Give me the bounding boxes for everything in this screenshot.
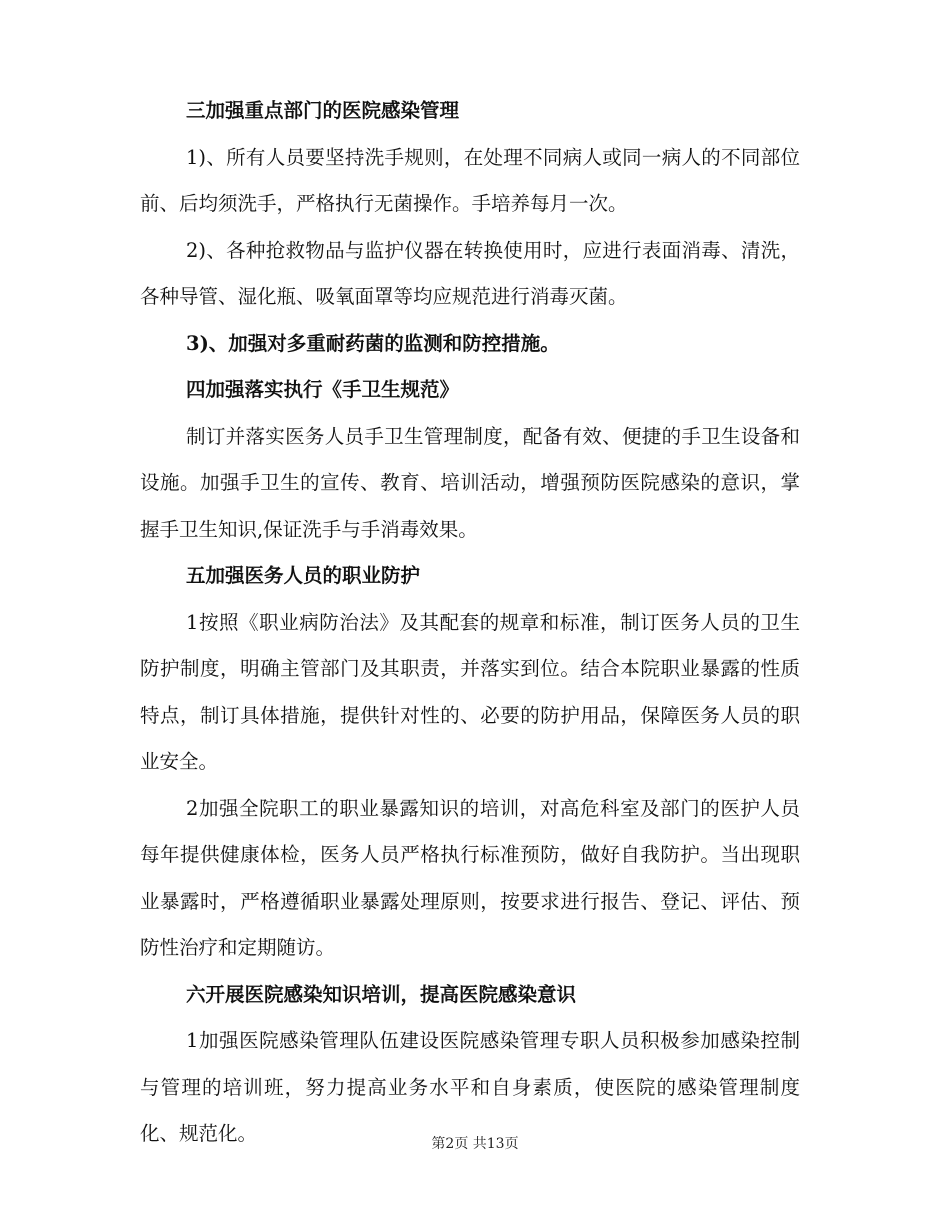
paragraph: 1)、所有人员要坚持洗手规则，在处理不同病人或同一病人的不同部位前、后均须洗手，严格执行无菌操作。手培养每月一次。 [140, 145, 800, 215]
document-body [140, 88, 800, 1158]
paragraph: 1加强医院感染管理队伍建设医院感染管理专职人员积极参加感染控制与管理的培训班，努力提高业务水平和自身素质，使医院的感染管理制度化、规范化。 [140, 1029, 800, 1145]
section-heading-4: 四加强落实执行《手卫生规范》 [186, 378, 460, 401]
paragraph: 制订并落实医务人员手卫生管理制度，配备有效、便捷的手卫生设备和设施。加强手卫生的宣传、教育、培训活动，增强预防医院感染的意识，掌握手卫生知识,保证洗手与手消毒效果。 [140, 424, 800, 541]
page-number-footer: 第2页 共13页 [431, 1136, 519, 1152]
section-heading-3: 三加强重点部门的医院感染管理 [186, 99, 460, 122]
section-heading-5: 五加强医务人员的职业防护 [186, 564, 421, 587]
paragraph: 2)、各种抢救物品与监护仪器在转换使用时，应进行表面消毒、清洗，各种导管、湿化瓶、吸氧面罩等均应规范进行消毒灭菌。 [140, 238, 800, 308]
paragraph: 2加强全院职工的职业暴露知识的培训，对高危科室及部门的医护人员每年提供健康体检，医务人员严格执行标准预防，做好自我防护。当出现职业暴露时，严格遵循职业暴露处理原则，按要求进行报告、登记、评估、预防性治疗和定期随访。 [140, 796, 800, 959]
section-heading-6: 六开展医院感染知识培训，提高医院感染意识 [186, 982, 577, 1006]
paragraph: 1按照《职业病防治法》及其配套的规章和标准，制订医务人员的卫生防护制度，明确主管部门及其职责，并落实到位。结合本院职业暴露的性质特点，制订具体措施，提供针对性的、必要的防护用品，保障医务人员的职业安全。 [140, 610, 800, 773]
bold-item-3: 3)、加强对多重耐药菌的监测和防控措施。 [186, 331, 560, 355]
